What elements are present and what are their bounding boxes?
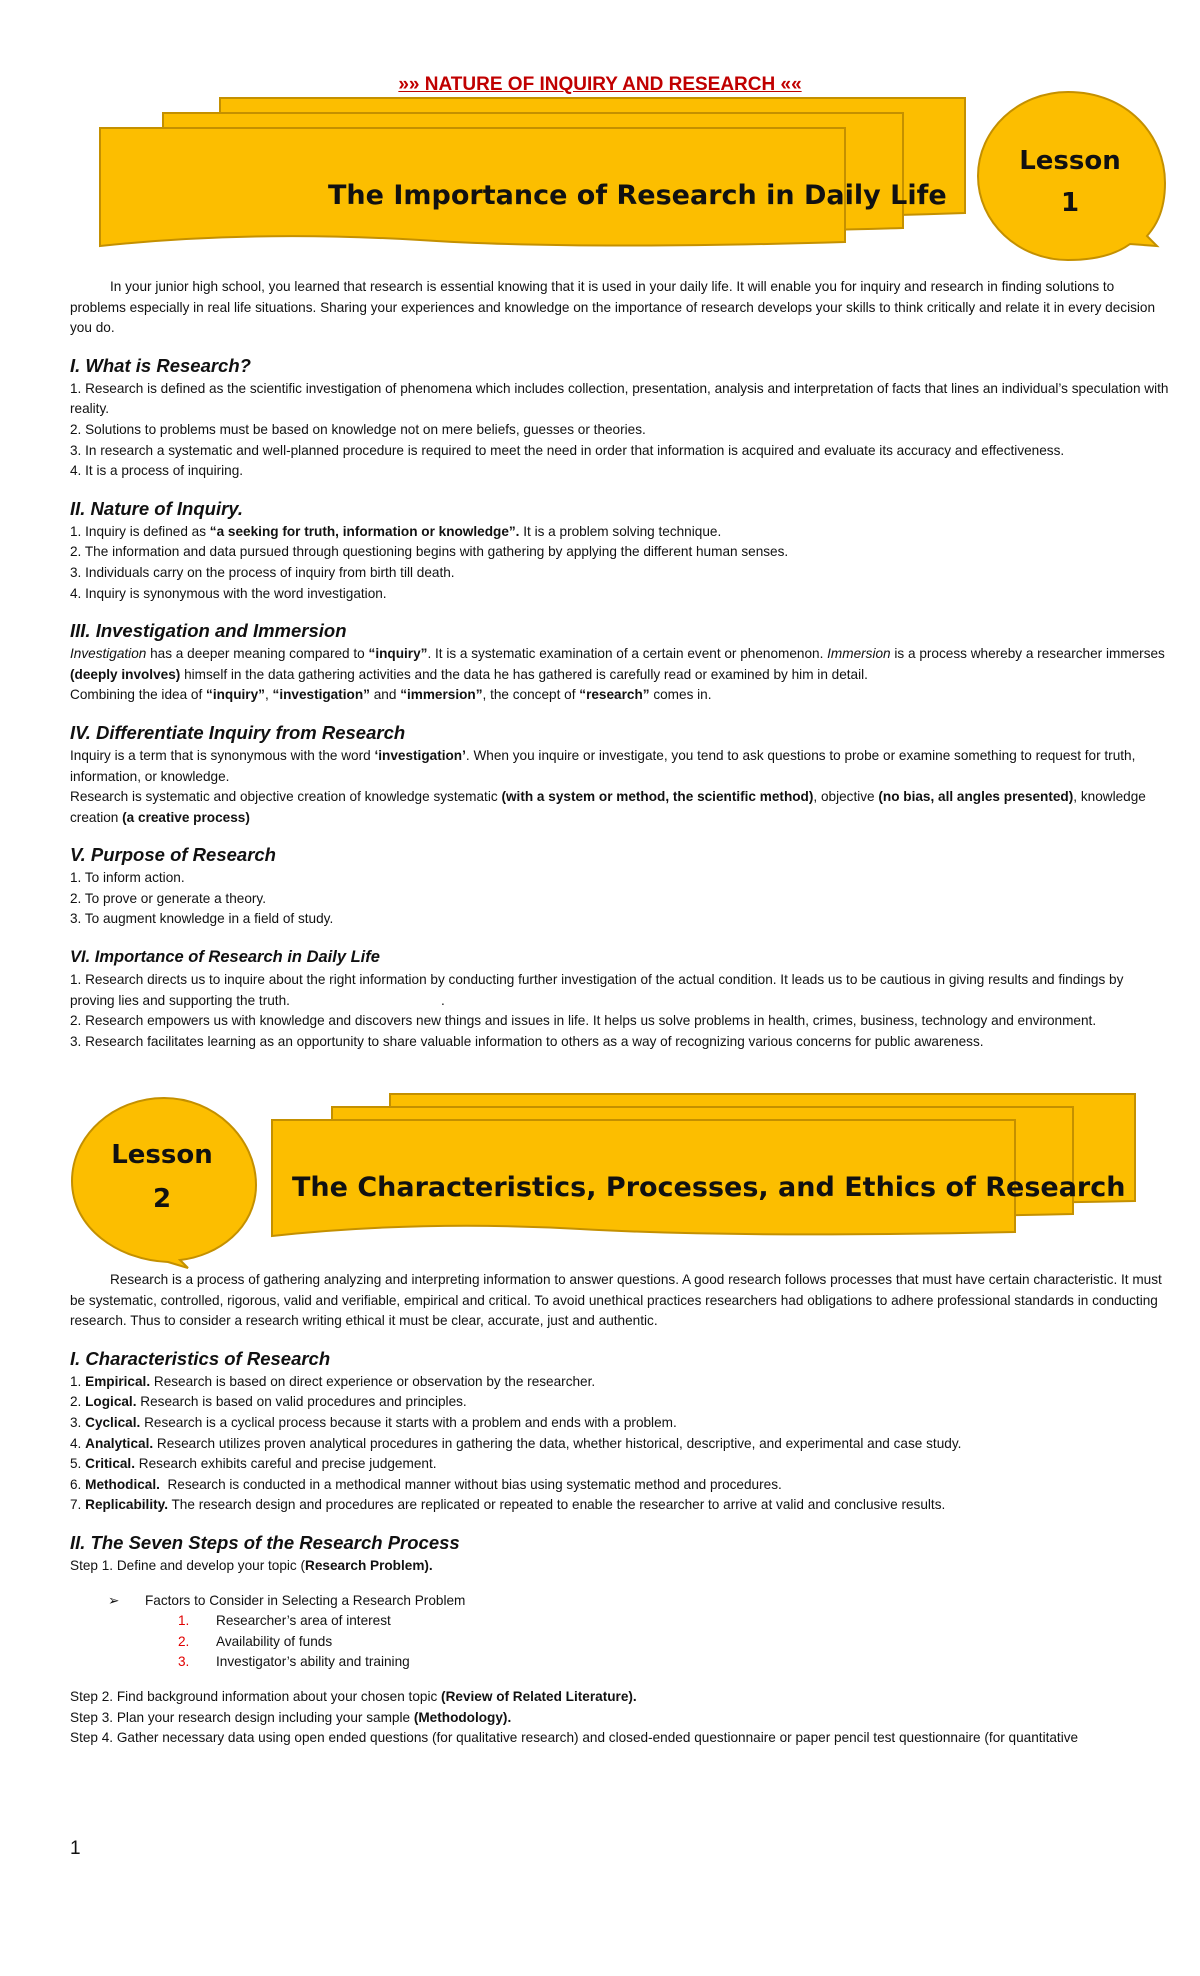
list-item: 2. Research empowers us with knowledge and discovers new things and issues in life. It helps us solve problems in health, crimes, business, technology and environment. bbox=[70, 1013, 1097, 1029]
list-item: 2. Logical. Research is based on valid procedures and principles. bbox=[70, 1394, 467, 1410]
list-item: 1. Inquiry is defined as “a seeking for truth, information or knowledge”. It is a problem solving technique. bbox=[70, 523, 722, 539]
list-item: 4. It is a process of inquiring. bbox=[70, 463, 244, 479]
list-item: 4. Analytical. Research utilizes proven analytical procedures in gathering the data, whether historical, descriptive, and experimental and case study. bbox=[70, 1435, 962, 1451]
paragraph: Investigation has a deeper meaning compared to “inquiry”. It is a systematic examination of a certain event or phenomenon. Immersion is a process whereby a researcher immerses (deeply involves) himself in the data gathering activities and the data he has gathered is carefully read or examined by him in detail. bbox=[70, 646, 1165, 682]
lesson1-number: 1 bbox=[1060, 188, 1080, 218]
section-heading: II. Nature of Inquiry. bbox=[70, 497, 244, 519]
list-item: 3. Individuals carry on the process of inquiry from birth till death. bbox=[70, 564, 455, 580]
list-item: 1. Empirical. Research is based on direct experience or observation by the researcher. bbox=[70, 1373, 596, 1389]
list-item: 4. Inquiry is synonymous with the word investigation. bbox=[70, 585, 387, 601]
section-heading: I. What is Research? bbox=[70, 354, 251, 376]
lesson2-number: 2 bbox=[152, 1184, 172, 1214]
list-item: 1. Research is defined as the scientific investigation of phenomena which includes collection, presentation, analysis and interpretation of facts that lines an individual’s speculation with reality. bbox=[70, 380, 1169, 417]
list-item: 2. To prove or generate a theory. bbox=[70, 890, 266, 906]
lesson1-banner bbox=[0, 0, 1200, 270]
lesson2-bubble bbox=[72, 1098, 256, 1268]
section-heading: VI. Importance of Research in Daily Life bbox=[70, 948, 380, 967]
page-header: »» NATURE OF INQUIRY AND RESEARCH «« bbox=[398, 74, 802, 95]
section-heading: V. Purpose of Research bbox=[70, 844, 276, 866]
paragraph: Combining the idea of “inquiry”, “investigation” and “immersion”, the concept of “research” comes in. bbox=[70, 687, 712, 703]
section-heading: II. The Seven Steps of the Research Process bbox=[70, 1531, 460, 1553]
list-item: 1. Research directs us to inquire about the right information by conducting further investigation of the actual condition. It leads us to be cautious in giving results and findings by proving lies and supporting the truth. . bbox=[70, 972, 1128, 1008]
paragraph: Research is systematic and objective creation of knowledge systematic (with a system or method, the scientific method), objective (no bias, all angles presented), knowledge creation (a creative process) bbox=[70, 789, 1146, 825]
list-item: 6. Methodical. Research is conducted in a methodical manner without bias using systematic method and procedures. bbox=[70, 1476, 782, 1492]
factor-item: 3. Investigator’s ability and training bbox=[178, 1654, 410, 1670]
section-heading: I. Characteristics of Research bbox=[70, 1347, 331, 1369]
list-item: 2. Solutions to problems must be based on knowledge not on mere beliefs, guesses or theories. bbox=[70, 421, 646, 437]
lesson1-title: The Importance of Research in Daily Life bbox=[328, 180, 947, 211]
lesson2-intro: Research is a process of gathering analyzing and interpreting information to answer questions. A good research follows processes that must have certain characteristic. It must be systematic, controlled, rigorous, valid and verifiable, empirical and critical. To avoid unethical practices researchers had obligations to adhere professional standards in conducting research. Thus to consider a research writing ethical it must be clear, accurate, just and authentic. bbox=[70, 1272, 1162, 1329]
factor-item: 2. Availability of funds bbox=[178, 1633, 333, 1649]
list-item: 3. To augment knowledge in a field of study. bbox=[70, 911, 334, 927]
step-item: Step 3. Plan your research design including your sample (Methodology). bbox=[70, 1709, 512, 1725]
step-item: Step 4. Gather necessary data using open ended questions (for qualitative research) and closed-ended questionnaire or paper pencil test questionnaire (for quantitative bbox=[70, 1730, 1079, 1746]
lesson1-label: Lesson bbox=[1019, 146, 1121, 176]
step-item: Step 1. Define and develop your topic (Research Problem). bbox=[70, 1557, 433, 1573]
lesson2-body bbox=[70, 1270, 1170, 1749]
step-item: Step 2. Find background information about your chosen topic (Review of Related Literature). bbox=[70, 1688, 637, 1704]
list-item: 3. In research a systematic and well-planned procedure is required to meet the need in order that information is acquired and evaluate its accuracy and effectiveness. bbox=[70, 442, 1065, 458]
list-item: 2. The information and data pursued through questioning begins with gathering by applying the different human senses. bbox=[70, 544, 789, 560]
lesson2-label: Lesson bbox=[111, 1140, 213, 1170]
factors-bullet: ➢ Factors to Consider in Selecting a Research Problem bbox=[70, 1591, 1170, 1612]
list-item: 3. Research facilitates learning as an opportunity to share valuable information to others as a way of recognizing various concerns for public awareness. bbox=[70, 1033, 984, 1049]
page-number: 1 bbox=[70, 1838, 81, 1859]
factor-item: 1. Researcher’s area of interest bbox=[178, 1613, 391, 1629]
paragraph: Inquiry is a term that is synonymous with the word ‘investigation’. When you inquire or investigate, you tend to ask questions to probe or examine something to request for truth, information, or knowledge. bbox=[70, 747, 1136, 784]
lesson1-intro: In your junior high school, you learned that research is essential knowing that it is used in your daily life. It will enable you for inquiry and research in finding solutions to problems especially in real life situations. Sharing your experiences and knowledge on the importance of research develops your skills to think critically and relate it in every decision you do. bbox=[70, 279, 1156, 336]
list-item: 3. Cyclical. Research is a cyclical process because it starts with a problem and ends with a problem. bbox=[70, 1414, 677, 1430]
list-item: 1. To inform action. bbox=[70, 870, 185, 886]
lesson1-bubble bbox=[978, 92, 1165, 260]
section-heading: III. Investigation and Immersion bbox=[70, 620, 347, 642]
lesson2-title: The Characteristics, Processes, and Ethics of Research bbox=[292, 1172, 1126, 1203]
lesson1-body bbox=[70, 277, 1170, 1052]
list-item: 7. Replicability. The research design and procedures are replicated or repeated to enable the researcher to arrive at valid and conclusive results. bbox=[70, 1497, 946, 1513]
arrow-bullet-icon: ➢ bbox=[108, 1592, 120, 1608]
list-item: 5. Critical. Research exhibits careful and precise judgement. bbox=[70, 1456, 437, 1472]
section-heading: IV. Differentiate Inquiry from Research bbox=[70, 721, 406, 743]
